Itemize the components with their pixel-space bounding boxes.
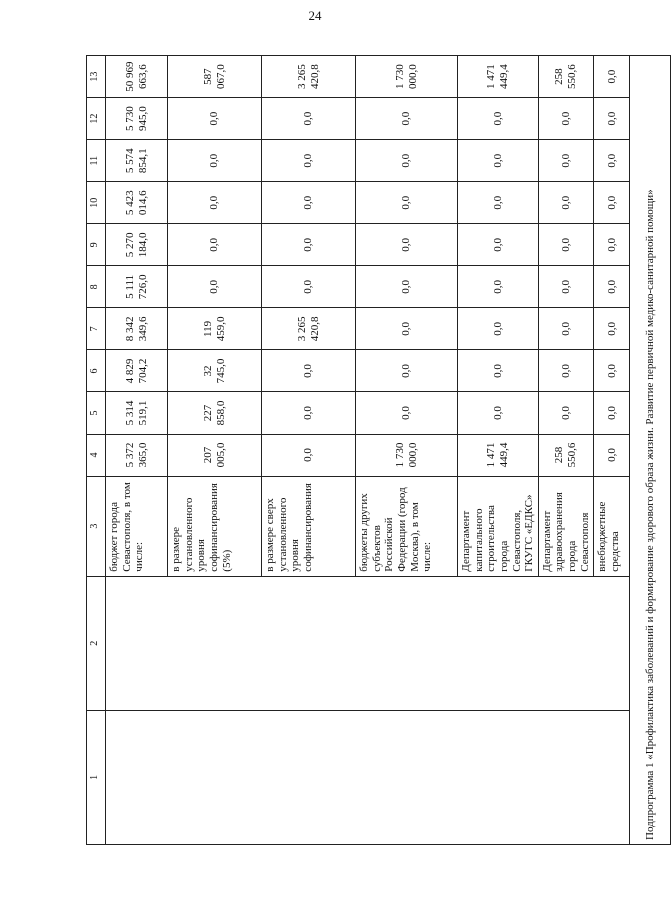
value-cell: 0,0 [538, 98, 594, 140]
value-cell: 0,0 [356, 308, 458, 350]
value-cell: 0,0 [594, 182, 630, 224]
value-cell: 5 372 365,0 [106, 434, 168, 476]
value-cell: 0,0 [168, 98, 262, 140]
column-number: 4 [87, 434, 106, 476]
value-cell: 0,0 [458, 350, 539, 392]
column-number: 13 [87, 56, 106, 98]
value-cell: 4 829 704,2 [106, 350, 168, 392]
value-cell: 0,0 [356, 350, 458, 392]
subprogram-title: Подпрограмма 1 «Профилактика заболеваний и формирование здорового образа жизни. Развитие первичной медико-санитарной помощи» [630, 56, 671, 845]
value-cell: 0,0 [356, 182, 458, 224]
value-cell: 0,0 [168, 140, 262, 182]
value-cell: 587 067,0 [168, 56, 262, 98]
value-cell: 0,0 [356, 140, 458, 182]
row-label: в размере сверх установленного уровня софинансирования [262, 476, 356, 576]
value-cell: 0,0 [356, 98, 458, 140]
column-number: 12 [87, 98, 106, 140]
value-cell: 0,0 [594, 434, 630, 476]
value-cell: 1 730 000,0 [356, 434, 458, 476]
value-cell: 0,0 [538, 266, 594, 308]
column-number-row [87, 56, 106, 845]
value-cell: 0,0 [538, 392, 594, 434]
value-cell: 5 111 726,0 [106, 266, 168, 308]
row-label: бюджет города Севастополя, в том числе: [106, 476, 168, 576]
value-cell: 0,0 [458, 392, 539, 434]
value-cell: 3 265 420,8 [262, 308, 356, 350]
value-cell: 0,0 [262, 350, 356, 392]
row-label: бюджеты других субъектов Российской Федерации (город Москва), в том числе: [356, 476, 458, 576]
value-cell: 3 265 420,8 [262, 56, 356, 98]
value-cell: 227 858,0 [168, 392, 262, 434]
table-row [106, 56, 168, 845]
rotated-table-container [86, 55, 657, 845]
value-cell: 0,0 [594, 308, 630, 350]
value-cell: 0,0 [594, 56, 630, 98]
column-number: 10 [87, 182, 106, 224]
value-cell: 258 550,6 [538, 56, 594, 98]
subprogram-row [630, 56, 671, 845]
value-cell: 0,0 [458, 266, 539, 308]
column-number: 5 [87, 392, 106, 434]
column-number: 6 [87, 350, 106, 392]
value-cell: 0,0 [594, 98, 630, 140]
column-number: 1 [87, 710, 106, 844]
blank-cell-col2 [106, 576, 630, 710]
value-cell: 119 459,0 [168, 308, 262, 350]
value-cell: 1 471 449,4 [458, 56, 539, 98]
blank-cell-col1 [106, 710, 630, 844]
value-cell: 0,0 [594, 224, 630, 266]
value-cell: 0,0 [356, 392, 458, 434]
value-cell: 207 005,0 [168, 434, 262, 476]
column-number: 7 [87, 308, 106, 350]
value-cell: 0,0 [594, 140, 630, 182]
value-cell: 0,0 [458, 98, 539, 140]
value-cell: 0,0 [458, 140, 539, 182]
value-cell: 0,0 [262, 392, 356, 434]
row-label: Департамент капитального строительства города Севастополя, ГКУГС «ЕДКС» [458, 476, 539, 576]
value-cell: 0,0 [458, 224, 539, 266]
column-number: 2 [87, 576, 106, 710]
column-number: 11 [87, 140, 106, 182]
value-cell: 0,0 [594, 350, 630, 392]
value-cell: 0,0 [262, 182, 356, 224]
value-cell: 5 270 184,0 [106, 224, 168, 266]
value-cell: 5 730 945,0 [106, 98, 168, 140]
value-cell: 0,0 [168, 224, 262, 266]
value-cell: 0,0 [168, 266, 262, 308]
value-cell: 0,0 [538, 224, 594, 266]
value-cell: 32 745,0 [168, 350, 262, 392]
value-cell: 0,0 [262, 434, 356, 476]
value-cell: 0,0 [356, 266, 458, 308]
value-cell: 0,0 [262, 140, 356, 182]
row-label: внебюджетные средства [594, 476, 630, 576]
value-cell: 0,0 [262, 98, 356, 140]
value-cell: 0,0 [594, 392, 630, 434]
value-cell: 5 574 854,1 [106, 140, 168, 182]
value-cell: 0,0 [356, 224, 458, 266]
value-cell: 0,0 [594, 266, 630, 308]
value-cell: 0,0 [538, 140, 594, 182]
page-number: 24 [308, 8, 322, 23]
value-cell: 5 314 519,1 [106, 392, 168, 434]
row-label: в размере установленного уровня софинансирования (5%) [168, 476, 262, 576]
value-cell: 0,0 [168, 182, 262, 224]
row-label: Департамент здравоохранения города Севастополя [538, 476, 594, 576]
value-cell: 5 423 014,6 [106, 182, 168, 224]
value-cell: 0,0 [538, 182, 594, 224]
value-cell: 50 969 663,6 [106, 56, 168, 98]
column-number: 3 [87, 476, 106, 576]
value-cell: 1 730 000,0 [356, 56, 458, 98]
value-cell: 0,0 [262, 266, 356, 308]
column-number: 8 [87, 266, 106, 308]
value-cell: 0,0 [458, 182, 539, 224]
value-cell: 0,0 [262, 224, 356, 266]
value-cell: 0,0 [538, 350, 594, 392]
column-number: 9 [87, 224, 106, 266]
value-cell: 258 550,6 [538, 434, 594, 476]
table-body [106, 56, 671, 845]
value-cell: 0,0 [538, 308, 594, 350]
value-cell: 0,0 [458, 308, 539, 350]
value-cell: 1 471 449,4 [458, 434, 539, 476]
value-cell: 8 342 349,6 [106, 308, 168, 350]
funding-table [86, 55, 671, 845]
